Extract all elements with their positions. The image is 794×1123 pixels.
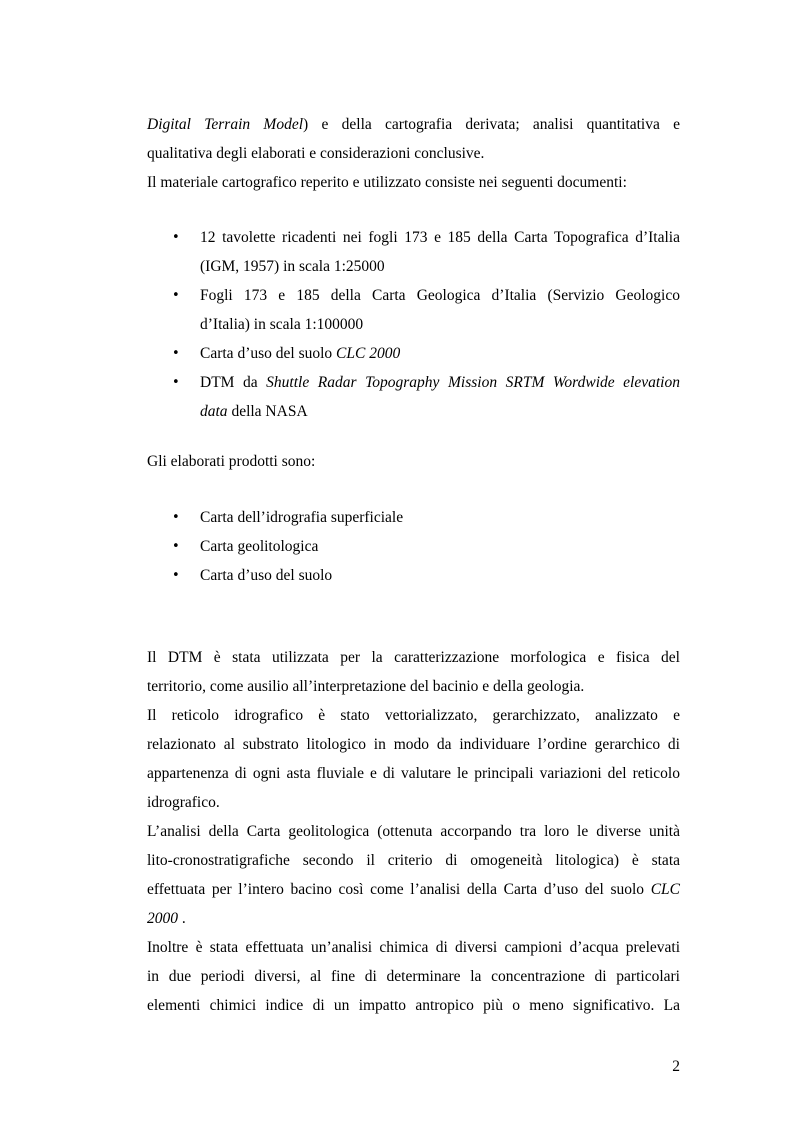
body-p2-line-2: relazionato al substrato litologico in modo da individuare l’ordine gerarchico di [147,736,680,753]
doc-item-4-italic-2: data [200,403,228,420]
doc-item-4-line-1 [200,368,680,397]
body-p3-line-4-italic: 2000 [147,910,178,927]
body-p2-line-4: idrografico. [147,794,220,811]
body-p3-line-3 [147,875,680,904]
intro-line-1 [147,110,680,139]
body-p3-line-4 [147,904,680,933]
doc-item-2-line-2: d’Italia) in scala 1:100000 [200,316,364,333]
list-item [147,281,680,339]
body-p1-line-1: Il DTM è stata utilizzata per la caratterizzazione morfologica e fisica del [147,649,680,666]
body-p3-line-3-text: effettuata per l’intero bacino così come l’analisi della Carta d’uso del suolo [147,881,651,898]
list-item [147,339,680,368]
doc-item-4-suffix: della NASA [227,403,308,420]
doc-item-3 [200,339,680,368]
list-item [147,561,680,590]
body-p1-line-2: territorio, come ausilio all’interpretazione del bacinio e della geologia. [147,678,585,695]
body-p3-line-1: L’analisi della Carta geolitologica (ottenuta accorpando tra loro le diverse unità [147,823,680,840]
doc-item-2-line-1: • Fogli 173 e 185 della Carta Geologica d’Italia (Servizio Geologico [200,287,680,304]
list-item [147,532,680,561]
documents-list [147,223,680,426]
doc-item-3-italic: CLC 2000 [336,345,401,362]
product-item-1: • Carta dell’idrografia superficiale [200,509,404,526]
doc-item-4-prefix: DTM da [200,374,267,391]
products-heading-text: Gli elaborati prodotti sono: [147,453,316,470]
intro-line-3: Il materiale cartografico reperito e utilizzato consiste nei seguenti documenti: [147,174,627,191]
doc-item-3-text: Carta d’uso del suolo [200,345,337,362]
product-item-3: • Carta d’uso del suolo [200,567,333,584]
body-text [147,643,680,1020]
intro-line-1-rest: ) e della cartografia derivata; analisi quantitativa e [303,116,680,133]
products-heading [147,447,680,476]
body-p3-line-3-italic: CLC [650,881,680,898]
body-p4-line-3: elementi chimici indice di un impatto antropico più o meno significativo. La [147,997,680,1014]
intro-italic-term: Digital Terrain Model [147,116,304,133]
body-p2-line-1: Il reticolo idrografico è stato vettorializzato, gerarchizzato, analizzato e [147,707,680,724]
doc-item-1-line-2: (IGM, 1957) in scala 1:25000 [200,258,385,275]
doc-item-4-line-2 [200,397,680,426]
intro-line-2: qualitativa degli elaborati e considerazioni conclusive. [147,145,485,162]
list-item [147,223,680,281]
body-p4-line-1: Inoltre è stata effettuata un’analisi chimica di diversi campioni d’acqua prelevati [147,939,680,956]
body-p2-line-3: appartenenza di ogni asta fluviale e di valutare le principali variazioni del reticolo [147,765,680,782]
intro-paragraph [147,110,680,197]
list-item [147,503,680,532]
body-p3-line-2: lito-cronostratigrafiche secondo il criterio di omogeneità litologica) è stata [147,852,680,869]
products-list [147,503,680,590]
page-number: 2 [672,1058,680,1075]
body-p4-line-2: in due periodi diversi, al fine di determinare la concentrazione di particolari [147,968,680,985]
doc-item-1-line-1: • 12 tavolette ricadenti nei fogli 173 e 185 della Carta Topografica d’Italia [200,229,680,246]
list-item [147,368,680,426]
body-p3-line-4-rest: . [178,910,186,927]
doc-item-4-italic-1: Shuttle Radar Topography Mission SRTM Wordwide elevation [266,374,680,391]
product-item-2: • Carta geolitologica [200,538,319,555]
